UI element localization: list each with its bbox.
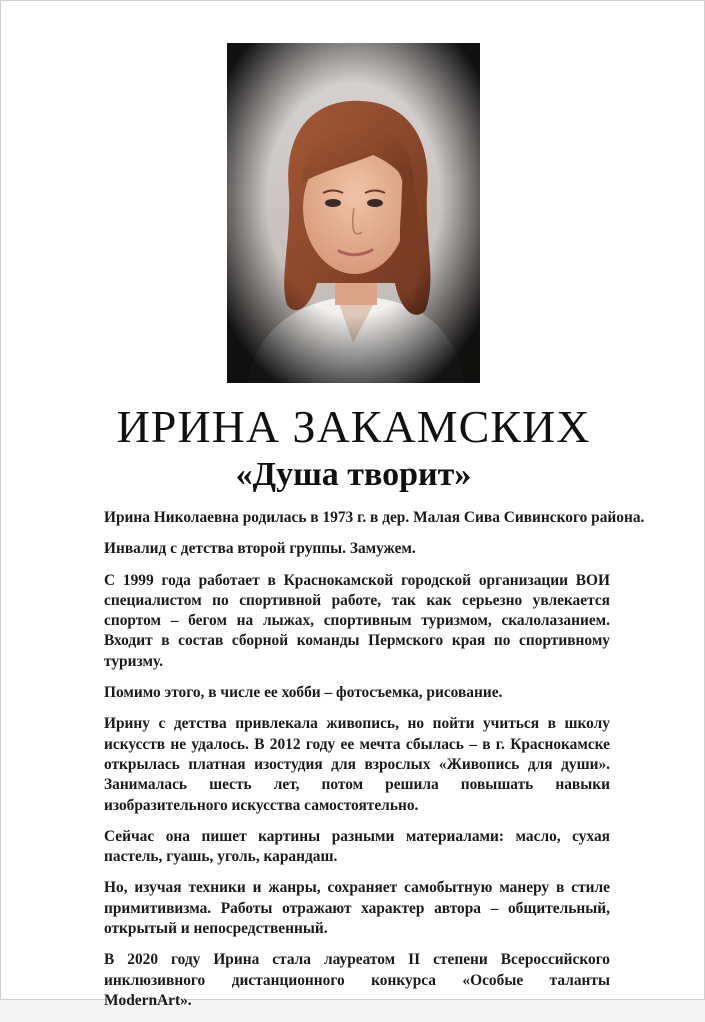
paragraph-work: С 1999 года работает в Краснокамской городской организации ВОИ специалистом по спортивной работе, так как серьезно увлекается спортом – бегом на лыжах, спортивным туризмом, скалолазанием. Входит в состав сборной команды Пермского края по спортивному туризму. [104,571,610,670]
paragraph-materials: Сейчас она пишет картины разными материалами: масло, сухая пастель, гуашь, уголь, карандаш. [104,827,610,866]
paragraph-hobby: Помимо этого, в числе ее хобби – фотосъемка, рисование. [104,684,503,702]
biography-text [104,508,645,1022]
paragraph-award: В 2020 году Ирина стала лауреатом II степени Всероссийского инклюзивного дистанционного конкурса «Особые таланты ModernArt». [104,951,610,1009]
paragraph-painting-studio: Ирину с детства привлекала живопись, но пойти учиться в школу искусств не удалось. В 2012 году ее мечта сбылась – в г. Краснокамске открылась платная изостудия для взрослых «Живопись для души». Занималась шесть лет, потом решила повышать навыки изобразительного искусства самостоятельно. [104,715,610,814]
person-name: ИРИНА ЗАКАМСКИХ [116,401,591,452]
paragraph-disability: Инвалид с детства второй группы. Замужем. [104,540,416,558]
article-subtitle: «Душа творит» [235,456,472,493]
portrait-photo [227,43,480,383]
paragraph-style: Но, изучая техники и жанры, сохраняет самобытную манеру в стиле примитивизма. Работы отражают характер автора – общительный, открытый и непосредственный. [104,879,610,938]
paragraph-birth: Ирина Николаевна родилась в 1973 г. в дер. Малая Сива Сивинского района. [104,509,645,526]
portrait-illustration [227,43,480,383]
